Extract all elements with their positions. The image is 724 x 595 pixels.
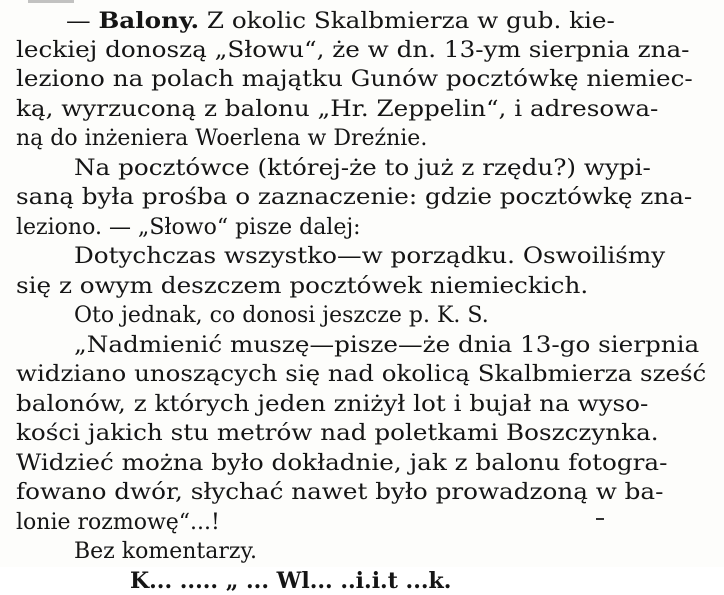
next-article-cut-line: K... ..... „ ... Wl... ..i.i.t ...k. [130, 567, 452, 594]
article-line-5: ną do inżeniera Woerlena w Dreźnie. [16, 126, 428, 151]
ink-speck [596, 518, 604, 520]
article-line-11: Oto jednak, co donosi jeszcze p. K. S. [74, 303, 489, 328]
article-line-15: kości jakich stu metrów nad poletkami Boszczynka. [16, 421, 659, 446]
article-line-7: saną była prośba o zaznaczenie: gdzie pocztówkę zna- [16, 185, 693, 210]
article-line-19: Bez komentarzy. [74, 539, 257, 564]
article-line-6: Na pocztówce (której-że to już z rzędu?) wypi- [74, 155, 651, 181]
article-line-17: fowano dwór, słychać nawet było prowadzoną w ba- [16, 480, 664, 505]
article-line-4: ką, wyrzuconą z balonu „Hr. Zeppelin“, i adresowa- [16, 96, 659, 122]
article-line-2: leckiej donoszą „Słowu“, że w dn. 13-ym sierpnia zna- [16, 37, 690, 63]
article-line-12: „Nadmienić muszę—pisze—że dnia 13-go sierpnia [74, 332, 700, 358]
article-line-14: balonów, z których jeden zniżył lot i bujał na wyso- [16, 391, 649, 417]
article-line-3: leziono na polach majątku Gunów pocztówkę niemiec- [16, 67, 693, 92]
scan-artifact [28, 0, 74, 3]
article-line-1-text: Z okolic Skalbmierza w gub. kie- [206, 9, 615, 34]
article-line-9: Dotychczas wszystko—w porządku. Oswoiliśmy [74, 244, 666, 269]
article-line-18: lonie rozmowę“...! [16, 509, 220, 535]
article-line-10: się z owym deszczem pocztówek niemieckich. [16, 273, 589, 299]
article-line-8: leziono. — „Słowo“ pisze dalej: [16, 214, 361, 240]
article-line-16: Widzieć można było dokładnie, jak z balonu fotogra- [16, 450, 668, 476]
article-heading: Balony. [98, 8, 200, 34]
article-line-1: — Balony. Z okolic Skalbmierza w gub. kie- [66, 8, 615, 34]
article-line-13: widziano unoszących się nad okolicą Skalbmierza sześć [16, 362, 707, 387]
